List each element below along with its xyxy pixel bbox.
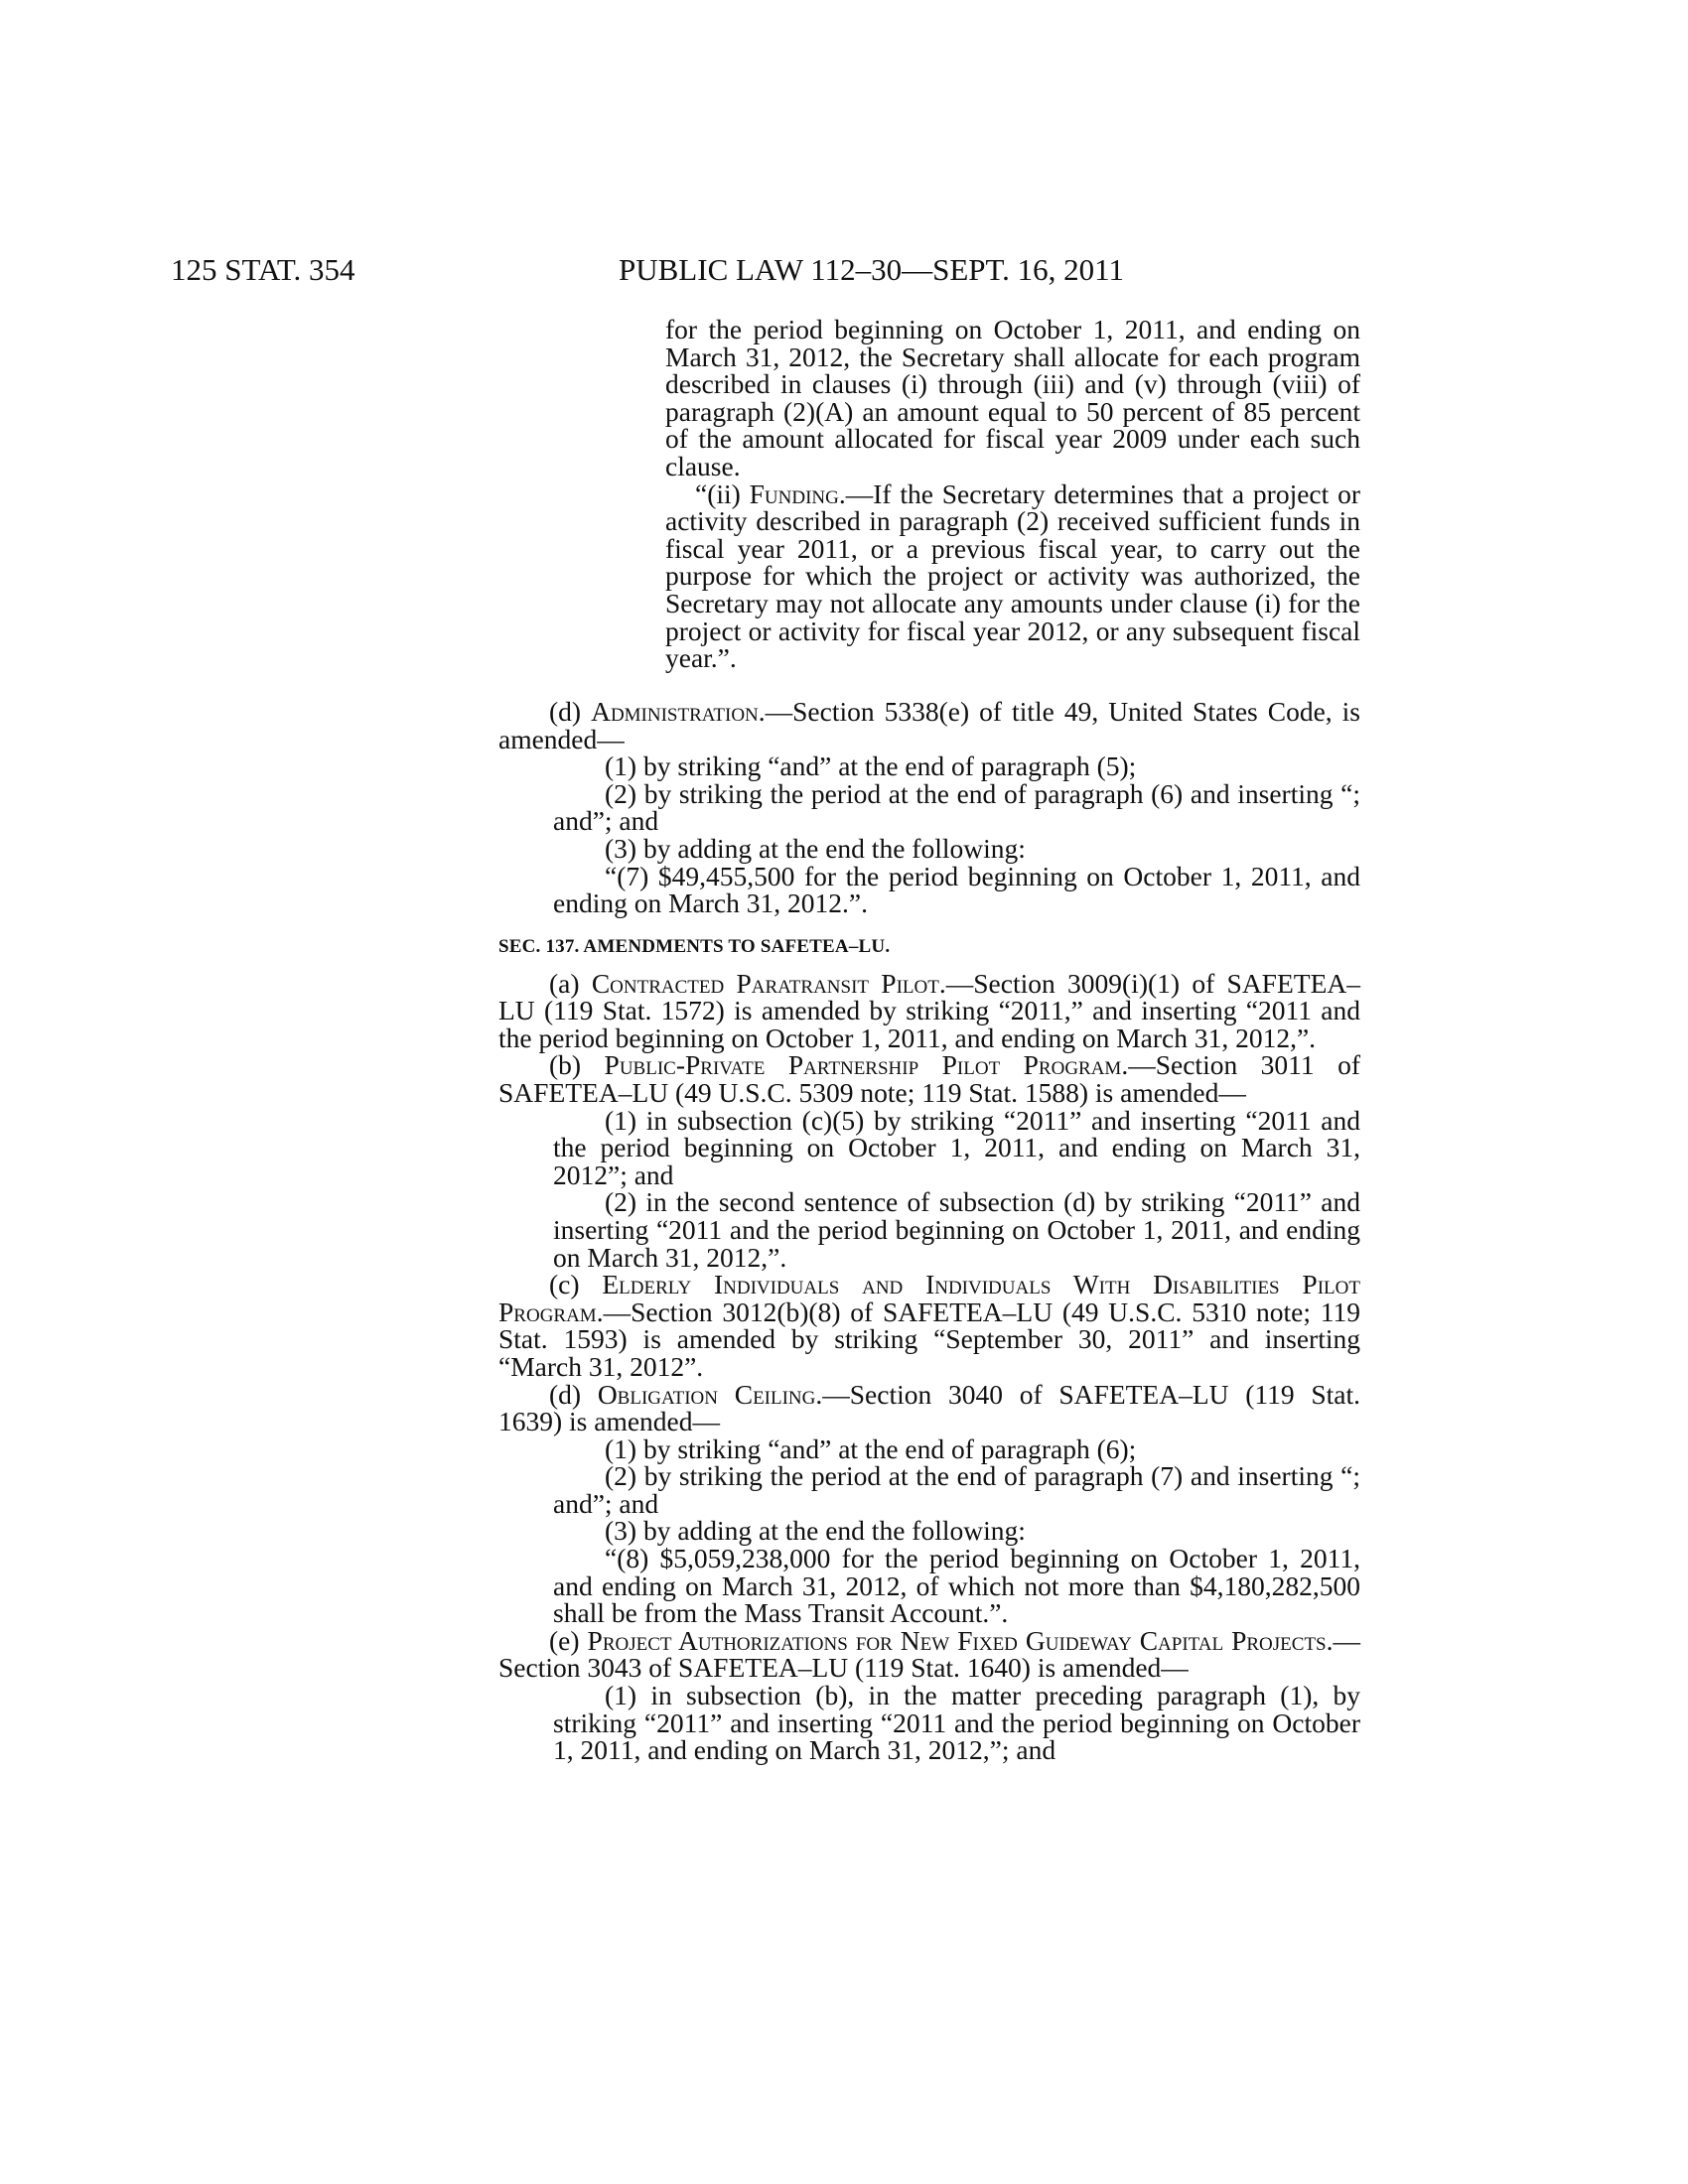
subsection-e-prefix: (e) — [549, 1624, 588, 1656]
funding-heading: Funding — [749, 478, 839, 509]
subsection-b-body: .—Section 3011 of SAFETEA–LU (49 U.S.C. 5309 note; 119 Stat. 1588) is amended— — [498, 1049, 1361, 1108]
page-reference: 125 STAT. 354 — [171, 252, 355, 287]
list-item: (1) by striking “and” at the end of paragraph (5); — [605, 751, 1137, 782]
list-item: (3) by adding at the end the following: — [605, 1515, 1026, 1547]
sec-137 — [498, 933, 1360, 1764]
subsection-d-heading: Obligation Ceiling — [597, 1378, 816, 1410]
list-item: (1) in subsection (c)(5) by striking “2011” and inserting “2011 and the period beginning on October 1, 2011, and ending on March 31, 2012”; and — [553, 1104, 1360, 1190]
section-heading: SEC. 137. AMENDMENTS TO SAFETEA–LU. — [498, 936, 891, 957]
subsection-b — [498, 1051, 1360, 1106]
continuation-block — [665, 316, 1360, 672]
administration-paragraph — [498, 698, 1360, 752]
funding-prefix: “(ii) — [695, 478, 750, 509]
subsection-e — [498, 1624, 1360, 1684]
administration-heading: Administration — [591, 696, 759, 727]
list-item: (2) in the second sentence of subsection (d) by striking “2011” and inserting “2011 and the period beginning on October 1, 2011, and ending on March 31, 2012,”. — [553, 1186, 1360, 1273]
subsection-e-heading: Project Authorizations for New Fixed Guideway Capital Projects — [587, 1624, 1327, 1656]
administration-body: .—Section 5338(e) of title 49, United States Code, is amended— — [498, 696, 1360, 754]
list-item: “(8) $5,059,238,000 for the period beginning on October 1, 2011, and ending on March 31, 2012, of which not more than $4,180,282,500 shall be from the Mass Transit Account.”. — [553, 1543, 1360, 1629]
list-item: (2) by striking the period at the end of paragraph (7) and inserting “; and”; and — [553, 1460, 1360, 1519]
subsection-c-body: .—Section 3012(b)(8) of SAFETEA–LU (49 U.S.C. 5310 note; 119 Stat. 1593) is amended by striking “September 30, 2011” and inserting “March 31, 2012”. — [498, 1296, 1360, 1382]
list-item: “(7) $49,455,500 for the period beginning on October 1, 2011, and ending on March 31, 2012.”. — [553, 860, 1360, 919]
list-item: (1) by striking “and” at the end of paragraph (6); — [605, 1433, 1137, 1464]
funding-clause — [665, 480, 1360, 672]
administration-section — [498, 698, 1360, 917]
subsection-b-prefix: (b) — [549, 1049, 605, 1081]
subsection-a-heading: Contracted Paratransit Pilot — [591, 967, 939, 999]
law-title: PUBLIC LAW 112–30—SEPT. 16, 2011 — [619, 252, 1125, 287]
subsection-c — [498, 1271, 1360, 1380]
subsection-a-prefix: (a) — [549, 967, 592, 999]
administration-prefix: (d) — [549, 696, 592, 727]
list-item: (2) by striking the period at the end of paragraph (6) and inserting “; and”; and — [553, 777, 1360, 837]
subsection-d-prefix: (d) — [549, 1378, 598, 1410]
subsection-c-prefix: (c) — [549, 1269, 603, 1300]
list-item: (1) in subsection (b), in the matter preceding paragraph (1), by striking “2011” and inserting “2011 and the period beginning on October 1, 2011, and ending on March 31, 2012,”; and — [553, 1680, 1360, 1766]
list-item: (3) by adding at the end the following: — [605, 832, 1026, 864]
subsection-a — [498, 967, 1360, 1053]
subsection-d — [498, 1378, 1360, 1437]
subsection-c-heading: Elderly Individuals and Individuals With Disabilities Pilot Program — [498, 1269, 1360, 1327]
funding-body: .—If the Secretary determines that a project or activity described in paragraph (2) received sufficient funds in fiscal year 2011, or a previous fiscal year, to carry out the purpose for which the project or activity was authorized, the Secretary may not allocate any amounts under clause (i) for the project or activity for fiscal year 2012, or any subsequent fiscal year.”. — [665, 478, 1360, 674]
subsection-a-body: .—Section 3009(i)(1) of SAFETEA–LU (119 Stat. 1572) is amended by striking “2011,” and inserting “2011 and the period beginning on October 1, 2011, and ending on March 31, 2012,”. — [498, 967, 1360, 1053]
subsection-b-heading: Public-Private Partnership Pilot Program — [604, 1049, 1122, 1081]
subsection-d-body: .—Section 3040 of SAFETEA–LU (119 Stat. 1639) is amended— — [498, 1378, 1360, 1437]
subsection-e-body: .—Section 3043 of SAFETEA–LU (119 Stat. 1640) is amended— — [498, 1624, 1360, 1684]
continuation-paragraph: for the period beginning on October 1, 2011, and ending on March 31, 2012, the Secretary shall allocate for each program described in clauses (i) through (iii) and (v) through (viii) of paragraph (2)(A) an amount equal to 50 percent of 85 percent of the amount allocated for fiscal year 2009 under each such clause. — [665, 314, 1360, 481]
